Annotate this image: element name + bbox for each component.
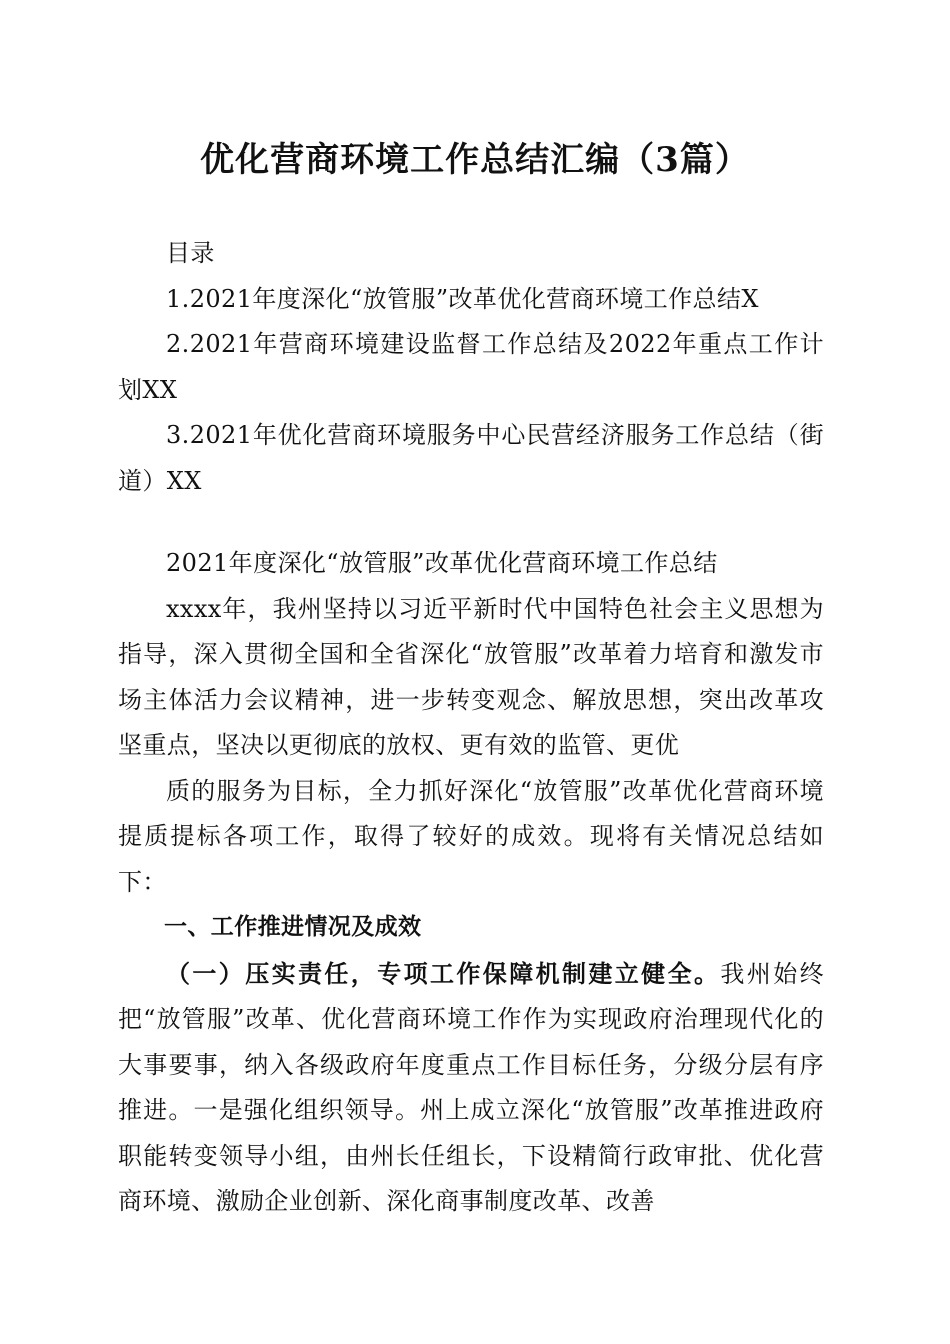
toc-item-3: 3.2021年优化营商环境服务中心民营经济服务工作总结（街道）XX [118,421,824,495]
article-body [118,541,824,1225]
document-title: 优化营商环境工作总结汇编（3篇） [200,140,750,180]
intro-paragraph: xxxx年，我州坚持以习近平新时代中国特色社会主义思想为指导，深入贯彻全国和全省深化“放管服”改革着力培育和激发市场主体活力会议精神，进一步转变观念、解放思想，突出改革攻坚重点，坚决以更彻底的放权、更有效的监管、更优 [118,594,824,759]
toc-heading: 目录 [166,239,215,267]
toc-item-2: 2.2021年营商环境建设监督工作总结及2022年重点工作计划XX [118,330,824,404]
subsection-paragraph [118,951,824,1225]
intro-continuation: 质的服务为目标，全力抓好深化“放管服”改革优化营商环境提质提标各项工作，取得了较好的成效。现将有关情况总结如下： [118,776,824,896]
article-title: 2021年度深化“放管服”改革优化营商环境工作总结 [166,549,718,577]
table-of-contents [118,231,824,504]
section-heading: 一、工作推进情况及成效 [164,914,422,940]
subsection-lead: （一）压实责任，专项工作保障机制建立健全。 [166,958,721,988]
toc-item-1: 1.2021年度深化“放管服”改革优化营商环境工作总结X [166,284,759,313]
subsection-body: 我州始终把“放管服”改革、优化营商环境工作作为实现政府治理现代化的大事要事，纳入各级政府年度重点工作目标任务，分级分层有序推进。一是强化组织领导。州上成立深化“放管服”改革推进政府职能转变领导小组，由州长任组长，下设精简行政审批、优化营商环境、激励企业创新、深化商事制度改革、改善 [118,959,824,1215]
